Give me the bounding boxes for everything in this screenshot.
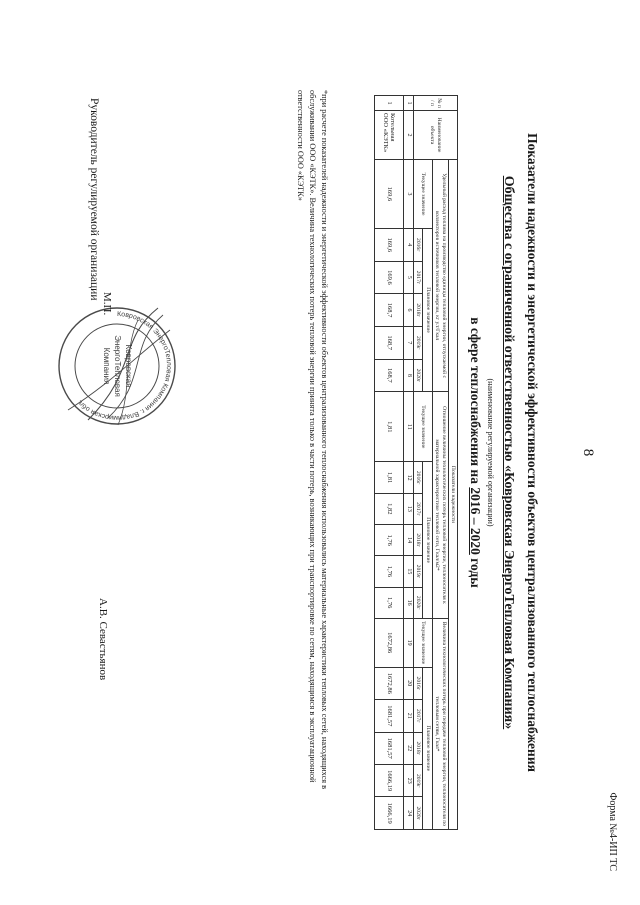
header-indicator-2: Отношение величины технологических потерь тепловой энергии, теплоносителя к материальной характеристике тепловой сети, Гкал/м2* [432,392,448,619]
column-number: 8 [404,359,414,392]
header-current-2: Текущее значение [413,392,432,462]
header-current-3: Текущее значение [413,618,432,667]
year-cell: 2019г [413,326,422,359]
column-number: 15 [404,556,414,587]
header-indicator-3: Величина технологических потерь при передаче тепловой энергии, теплоносителя по тепловым сетям, Гкал* [432,618,448,829]
ind3-value: 1672,86 [375,667,404,699]
organization-note: (наименование регулируемой организации) [486,378,495,527]
seal-center-line3: Компания [102,347,111,385]
column-number: 21 [404,700,414,732]
sphere-years: 2016 – 2020 [468,487,483,555]
year-cell: 2020г [413,359,422,392]
header-num: № п / п [413,96,457,111]
year-cell: 2018г [413,525,422,556]
year-cell: 2020г [413,797,422,830]
ind3-value: 1672,86 [375,618,404,667]
footnote: *при расчете показателей надежности и энергетической эффективности объектов централизованного теплоснабжения использовались материальные характеристики тепловых сетей, находящихся в обслуживании ООО «КЭТК». Величина технологических потерь тепловой энергии принята только в части потерь, возникающих при транспортировке по сетям, находящимся в эксплуатационной ответственности ООО «КЭТК» [295,90,329,790]
indicators-table [374,95,458,830]
document-title: Показатели надежности и энергетической эффективности объектов централизованного теплоснабжения [525,133,540,772]
ind1-value: 169,6 [375,228,404,261]
year-cell: 2016г [413,667,422,699]
ind3-value: 1681,57 [375,732,404,764]
column-number: 19 [404,618,414,667]
ind1-value: 169,6 [375,261,404,294]
column-number: 13 [404,493,414,524]
ind3-value: 1681,57 [375,700,404,732]
signer-name: А.В. Севастьянов [97,598,109,681]
head-label: Руководитель регулируемой организации [88,98,100,301]
ind2-value: 1,76 [375,587,404,618]
column-number: 4 [404,228,414,261]
column-numbers-row [404,96,414,830]
column-number: 24 [404,797,414,830]
row-num: 1 [375,96,404,111]
column-number: 20 [404,667,414,699]
seal-ring-text: Ковровская ЭнергоТепловая Компания г. Владимирская обл. [76,310,173,422]
sphere-suffix: годы [468,558,483,588]
year-cell: 2016г [413,462,422,493]
column-number: 12 [404,462,414,493]
year-cell: 2020г [413,587,422,618]
table-row [375,96,404,830]
ind1-value: 168,7 [375,359,404,392]
column-number: 6 [404,294,414,327]
header-planned-3: Плановое значение [423,667,432,829]
column-number: 23 [404,764,414,796]
form-label: Форма №4-ИП ТС [607,792,618,871]
header-planned-1: Плановое значение [423,228,432,391]
year-cell: 2017г [413,493,422,524]
page-number: 8 [580,448,596,457]
seal-center-line2: ЭнергоТепловая [113,335,122,397]
year-cell: 2016г [413,228,422,261]
organization-name: Общества с ограниченной ответственностью «Ковровская ЭнергоТепловая Компания» [501,175,516,730]
year-cell: 2019г [413,556,422,587]
year-cell: 2019г [413,764,422,796]
year-cell: 2018г [413,732,422,764]
ind3-value: 1666,19 [375,797,404,830]
sphere-text: в сфере теплоснабжения на [468,317,483,484]
sphere-line [467,0,483,905]
ind2-value: 1,81 [375,462,404,493]
column-number: 3 [404,160,414,229]
column-number: 16 [404,587,414,618]
header-planned-2: Плановое значение [423,462,432,618]
header-group: Показатели надежности [448,160,457,830]
column-number: 5 [404,261,414,294]
stamp-label: М.П. [101,292,113,316]
ind3-value: 1666,19 [375,764,404,796]
ind2-value: 1,76 [375,525,404,556]
header-object: Наименование объекта [413,111,457,160]
ind2-value: 1,82 [375,493,404,524]
ind1-value: 168,7 [375,294,404,327]
column-number: 11 [404,392,414,462]
year-cell: 2017г [413,261,422,294]
column-number: 7 [404,326,414,359]
ind1-value: 169,6 [375,160,404,229]
ind1-value: 168,7 [375,326,404,359]
ind2-value: 1,81 [375,392,404,462]
year-cell: 2017г [413,700,422,732]
year-cell: 2018г [413,294,422,327]
header-indicator-1: Удельный расход топлива на производство единицы тепловой энергии, отпускаемой с коллекторов источников тепловой энергии, кг у.т/Гкал [432,160,448,392]
stamp-seal [56,300,178,432]
row-object: Котельная ООО «КЭТК» [375,111,404,160]
column-number: 22 [404,732,414,764]
header-current-1: Текущее значение [413,160,432,229]
column-number: 2 [404,111,414,160]
seal-center-line1: Ковровская [124,344,133,388]
ind2-value: 1,76 [375,556,404,587]
column-number: 14 [404,525,414,556]
column-number: 1 [404,96,414,111]
